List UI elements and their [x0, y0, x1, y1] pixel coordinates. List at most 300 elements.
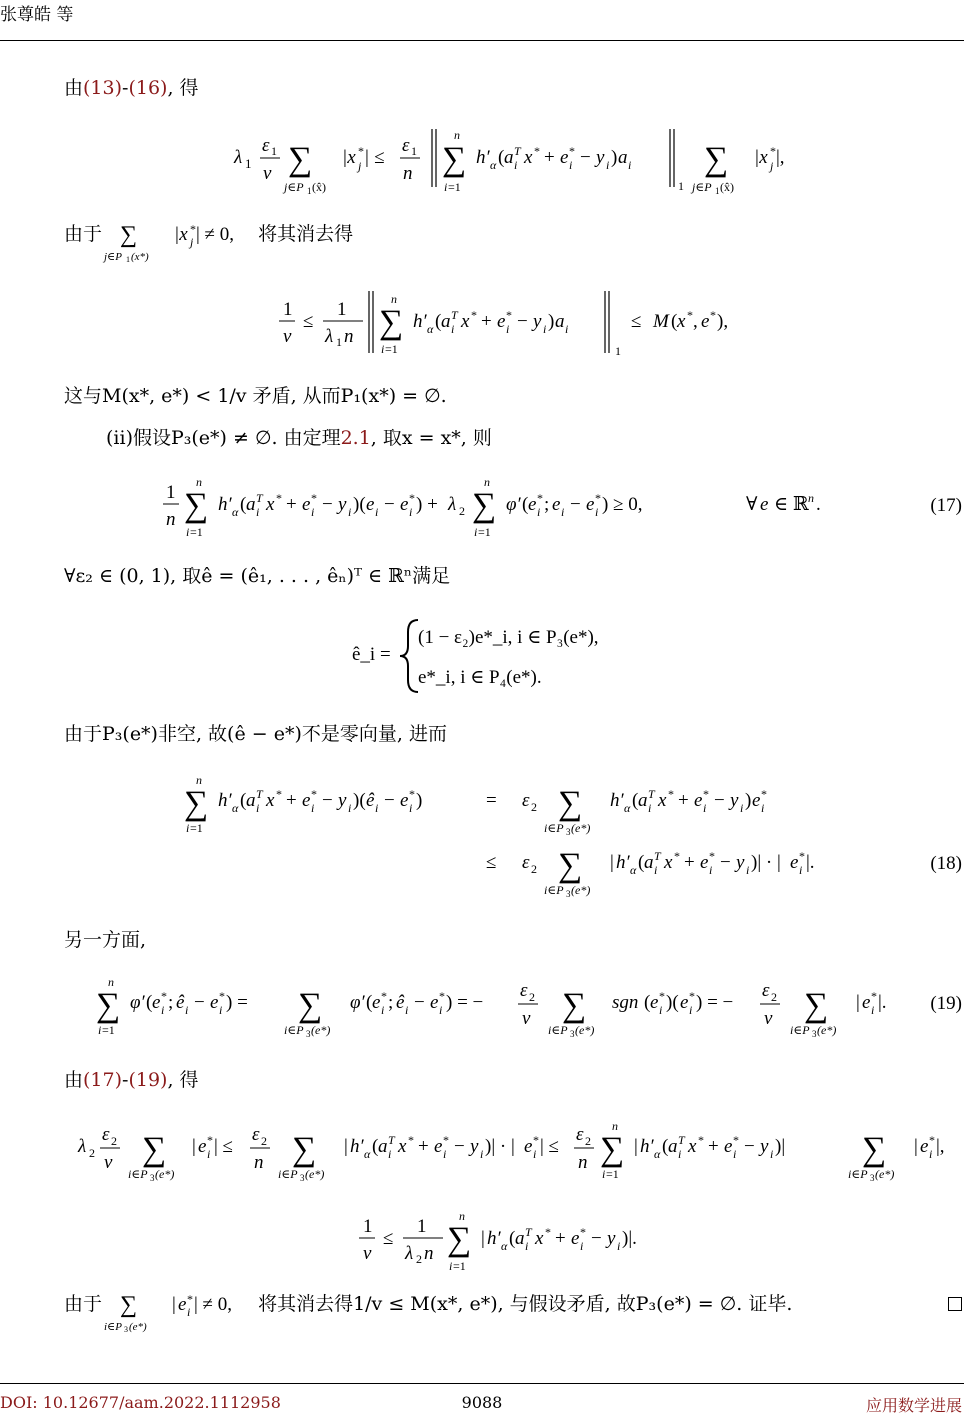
svg-text:∑: ∑: [442, 141, 467, 178]
svg-text:*: *: [698, 1133, 704, 1147]
svg-text:e: e: [571, 1228, 580, 1249]
svg-text:(e*): (e*): [129, 1321, 147, 1333]
svg-text:α: α: [364, 1147, 371, 1161]
svg-text:n: n: [403, 163, 413, 184]
svg-text:a: a: [504, 147, 514, 168]
svg-text:a: a: [378, 1136, 388, 1157]
equation-d: [74, 1116, 958, 1188]
svg-text:i: i: [207, 1147, 211, 1161]
svg-text:i∈P: i∈P: [284, 1023, 304, 1037]
svg-text:≤: ≤: [383, 1228, 394, 1249]
svg-text:*: *: [207, 1133, 213, 1147]
svg-text:e: e: [302, 790, 311, 811]
svg-text:j: j: [190, 235, 194, 249]
equation-ref-13[interactable]: (13): [83, 77, 123, 99]
svg-text:i∈P: i∈P: [544, 821, 564, 835]
svg-text:(e*): (e*): [305, 1167, 325, 1181]
svg-text:≤: ≤: [486, 852, 497, 873]
svg-text:2: 2: [531, 800, 537, 814]
svg-text:*: *: [799, 849, 805, 863]
svg-text:α: α: [501, 1239, 508, 1253]
svg-text:*: *: [276, 787, 282, 801]
svg-text:3: 3: [812, 1029, 817, 1039]
svg-text:a: a: [515, 1228, 525, 1249]
svg-text:i: i: [186, 525, 190, 539]
svg-text:α: α: [624, 801, 631, 815]
svg-text:(: (: [240, 494, 247, 515]
svg-text:i: i: [678, 1147, 682, 1161]
svg-text:*: *: [408, 1133, 414, 1147]
svg-text:T: T: [648, 787, 655, 801]
svg-text:e: e: [701, 311, 710, 332]
text-fragment: , 得: [167, 77, 199, 99]
svg-text:n: n: [459, 1209, 465, 1223]
svg-text:e: e: [552, 494, 561, 515]
svg-text:i: i: [709, 863, 713, 877]
svg-text:∑: ∑: [288, 141, 313, 178]
svg-text:h′: h′: [616, 852, 630, 873]
text-fragment: -: [122, 77, 129, 99]
svg-text:ε: ε: [402, 135, 410, 156]
svg-text:n: n: [196, 475, 202, 489]
svg-text:) ≥ 0,: ) ≥ 0,: [602, 494, 643, 515]
svg-text:(e*): (e*): [571, 883, 591, 897]
svg-text:i: i: [375, 505, 379, 519]
svg-text:1: 1: [307, 186, 312, 196]
svg-text:i: i: [409, 505, 413, 519]
svg-text:3: 3: [566, 827, 571, 837]
svg-text:*: *: [687, 308, 693, 322]
paragraph-line-8: [64, 1068, 199, 1092]
svg-text:1: 1: [166, 482, 176, 503]
svg-text:*: *: [580, 1225, 586, 1239]
svg-text:)(: )(: [666, 992, 679, 1013]
svg-text:(x*): (x*): [131, 251, 149, 263]
svg-text:3: 3: [306, 1029, 311, 1039]
svg-text:y: y: [760, 1136, 769, 1157]
svg-text:ε: ε: [520, 980, 528, 1001]
svg-text:y: y: [470, 1136, 479, 1157]
svg-text:;: ;: [388, 992, 394, 1013]
svg-text:i: i: [348, 505, 352, 519]
svg-text:i∈P: i∈P: [278, 1167, 298, 1181]
svg-text:i: i: [770, 1147, 774, 1161]
svg-text:v: v: [522, 1008, 531, 1029]
svg-text:*: *: [358, 144, 364, 158]
theorem-ref-2-1[interactable]: 2.1: [340, 427, 371, 449]
svg-text:φ′: φ′: [130, 992, 145, 1013]
paragraph-line-6: 由于P₃(e*)非空, 故(ê − e*)不是零向量, 进而: [64, 723, 447, 745]
svg-text:−: −: [570, 494, 581, 515]
svg-text:x: x: [524, 147, 533, 168]
cases-row-2: e*_i, i ∈ P₄(e*).: [418, 667, 542, 688]
svg-text:): ): [416, 790, 423, 811]
svg-text:*: *: [709, 849, 715, 863]
svg-text:i: i: [381, 1003, 385, 1017]
svg-text:(e*): (e*): [817, 1023, 837, 1037]
svg-text:a: a: [638, 790, 648, 811]
svg-text:T: T: [451, 308, 458, 322]
svg-text:e: e: [497, 311, 506, 332]
svg-text:*: *: [537, 491, 543, 505]
svg-text:*: *: [703, 787, 709, 801]
svg-text:*: *: [668, 787, 674, 801]
svg-text:*: *: [770, 144, 776, 158]
svg-text:3: 3: [150, 1173, 155, 1183]
svg-text:∑: ∑: [120, 1292, 138, 1318]
equation-number-19: (19): [930, 993, 962, 1014]
svg-text:n: n: [196, 773, 202, 787]
svg-text:−: −: [744, 1136, 755, 1157]
svg-text:i: i: [733, 1147, 737, 1161]
svg-text:*: *: [659, 989, 665, 1003]
equation-ref-19[interactable]: (19): [128, 1069, 168, 1091]
equation-ref-17[interactable]: (17): [83, 1069, 123, 1091]
inline-math-render-1: [100, 218, 260, 266]
svg-text:(: (: [366, 992, 373, 1013]
svg-text:ε: ε: [262, 135, 270, 156]
svg-text:i: i: [761, 801, 765, 815]
svg-text:e: e: [694, 790, 703, 811]
svg-text:φ′: φ′: [506, 494, 521, 515]
svg-text:i: i: [929, 1147, 933, 1161]
svg-text:−: −: [720, 852, 731, 873]
svg-text:i: i: [256, 505, 260, 519]
svg-text:ê: ê: [366, 790, 375, 811]
svg-text:h′: h′: [218, 494, 232, 515]
svg-text:i: i: [617, 1239, 621, 1253]
svg-text:∑: ∑: [558, 847, 583, 884]
svg-text:+: +: [286, 790, 297, 811]
svg-text:+: +: [708, 1136, 719, 1157]
svg-text:i: i: [381, 342, 385, 356]
svg-text:1: 1: [615, 344, 621, 358]
svg-text:α: α: [232, 801, 239, 815]
svg-text:=1: =1: [606, 1167, 619, 1181]
svg-text:−: −: [194, 992, 205, 1013]
svg-text:*: *: [219, 989, 225, 1003]
svg-text:e: e: [650, 992, 659, 1013]
svg-text:∑: ∑: [379, 304, 404, 341]
svg-text:i: i: [256, 801, 260, 815]
svg-text:∑: ∑: [120, 222, 138, 248]
svg-text:e: e: [586, 494, 595, 515]
svg-text:(e*): (e*): [155, 1167, 175, 1181]
svg-text:−: −: [454, 1136, 465, 1157]
svg-text:2: 2: [585, 1134, 591, 1148]
equation-ref-16[interactable]: (16): [128, 77, 168, 99]
svg-text:j: j: [770, 159, 774, 173]
svg-text:v: v: [764, 1008, 773, 1029]
svg-text:ê: ê: [176, 992, 185, 1013]
svg-text:(e*): (e*): [575, 1023, 595, 1037]
svg-text:2: 2: [529, 990, 535, 1004]
svg-text:−: −: [322, 790, 333, 811]
svg-text:a: a: [644, 852, 654, 873]
svg-text:α: α: [427, 322, 434, 336]
svg-text:): ): [745, 790, 752, 811]
svg-text:e: e: [920, 1136, 929, 1157]
svg-text:i: i: [219, 1003, 223, 1017]
svg-text:(: (: [632, 790, 639, 811]
svg-text:+: +: [481, 311, 492, 332]
svg-text:a: a: [668, 1136, 678, 1157]
svg-text:2: 2: [89, 1146, 95, 1160]
svg-text:e: e: [400, 494, 409, 515]
svg-text:+: +: [678, 790, 689, 811]
svg-text:a: a: [618, 147, 628, 168]
equation-e: [355, 1206, 685, 1278]
svg-text:i: i: [871, 1003, 875, 1017]
svg-text:i: i: [561, 505, 565, 519]
svg-text:j∈P: j∈P: [104, 251, 122, 263]
svg-text:i: i: [595, 505, 599, 519]
svg-text:i: i: [514, 158, 518, 172]
svg-text:−: −: [517, 311, 528, 332]
footer-page-number: 9088: [461, 1393, 503, 1412]
svg-text:(x̂): (x̂): [312, 180, 326, 194]
svg-text:|: |: [172, 1294, 176, 1315]
equation-17: [160, 472, 840, 544]
svg-text:i∈P: i∈P: [548, 1023, 568, 1037]
svg-text:n: n: [254, 1152, 264, 1173]
svg-text:2: 2: [261, 1134, 267, 1148]
running-header-author: 张尊皓 等: [0, 5, 74, 25]
svg-text:*: *: [569, 144, 575, 158]
text-fragment: 将其消去得: [258, 223, 354, 245]
svg-text:i: i: [533, 1147, 537, 1161]
svg-text:(: (: [509, 1228, 516, 1249]
svg-text:i∈P: i∈P: [848, 1167, 868, 1181]
svg-text:e: e: [524, 1136, 533, 1157]
svg-text:y: y: [338, 790, 347, 811]
svg-text:=1: =1: [453, 1259, 466, 1273]
svg-text:2: 2: [111, 1134, 117, 1148]
svg-text:i: i: [388, 1147, 392, 1161]
svg-text:=1: =1: [190, 525, 203, 539]
svg-text:h′: h′: [487, 1228, 501, 1249]
svg-text:i: i: [439, 1003, 443, 1017]
svg-text:ê: ê: [396, 992, 405, 1013]
svg-text:|: |: [192, 1136, 196, 1157]
svg-text:=1: =1: [448, 180, 461, 194]
svg-text:T: T: [654, 849, 661, 863]
svg-text:*: *: [187, 1292, 193, 1306]
svg-text:(: (: [671, 311, 678, 332]
svg-text:2: 2: [531, 862, 537, 876]
svg-text:,: ,: [693, 311, 698, 332]
svg-text:a: a: [441, 311, 451, 332]
svg-text:*: *: [595, 491, 601, 505]
footer-rule: [0, 1383, 964, 1384]
svg-text:h′: h′: [476, 147, 490, 168]
svg-text:T: T: [256, 787, 263, 801]
svg-text:−: −: [322, 494, 333, 515]
svg-text:e: e: [366, 494, 375, 515]
svg-text:*: *: [311, 491, 317, 505]
svg-text:i: i: [161, 1003, 165, 1017]
svg-text:sgn: sgn: [612, 992, 639, 1013]
svg-text:1: 1: [336, 335, 342, 349]
cases-lhs: ê_i =: [352, 644, 391, 665]
footer-journal-link[interactable]: 应用数学进展: [865, 1396, 962, 1415]
svg-text:1: 1: [271, 144, 277, 158]
svg-text:n: n: [484, 475, 490, 489]
svg-text:v: v: [363, 1243, 372, 1264]
svg-text:i: i: [606, 158, 610, 172]
svg-text:1: 1: [363, 1216, 373, 1237]
svg-text:e: e: [210, 992, 219, 1013]
svg-text:i: i: [659, 1003, 663, 1017]
svg-text:i: i: [449, 1259, 453, 1273]
svg-text:n: n: [578, 1152, 588, 1173]
svg-text:1: 1: [337, 299, 347, 320]
svg-text:i: i: [648, 801, 652, 815]
svg-text:i: i: [409, 801, 413, 815]
svg-text:y: y: [596, 147, 605, 168]
svg-text:1: 1: [715, 186, 720, 196]
equation-a: [230, 125, 810, 200]
svg-text:i: i: [628, 158, 632, 172]
svg-text:1: 1: [678, 179, 684, 193]
svg-text:|,: |,: [776, 147, 785, 168]
svg-text:λ: λ: [325, 326, 334, 347]
svg-text:j: j: [358, 159, 362, 173]
svg-text:∀: ∀: [746, 494, 758, 515]
svg-text:1: 1: [417, 1216, 427, 1237]
svg-text:ε: ε: [102, 1124, 110, 1145]
svg-text:|: |: [610, 852, 614, 873]
svg-text:i∈P: i∈P: [790, 1023, 810, 1037]
svg-text:) = −: ) = −: [696, 992, 734, 1013]
svg-text:v: v: [263, 163, 272, 184]
svg-text:∑: ∑: [600, 1131, 625, 1168]
svg-text:*: *: [276, 491, 282, 505]
paragraph-line-3: 这与M(x*, e*) < 1/v 矛盾, 从而P₁(x*) = ∅.: [64, 385, 447, 407]
svg-text:| ≠ 0,: | ≠ 0,: [194, 1294, 232, 1315]
text-fragment: 由于: [64, 223, 103, 245]
svg-text:x: x: [266, 494, 275, 515]
svg-text:): ): [548, 311, 555, 332]
svg-text:T: T: [514, 144, 521, 158]
svg-text:∑: ∑: [184, 785, 209, 822]
svg-text:| ≤: | ≤: [364, 147, 385, 168]
svg-text:e: e: [752, 790, 761, 811]
svg-text:x: x: [461, 311, 470, 332]
svg-text:λ: λ: [234, 147, 243, 168]
svg-text:≤: ≤: [303, 311, 314, 332]
svg-text:|,: |,: [936, 1136, 945, 1157]
svg-text:x: x: [535, 1228, 544, 1249]
svg-text:*: *: [409, 787, 415, 801]
svg-text:∑: ∑: [447, 1221, 472, 1258]
footer-doi-link[interactable]: DOI: 10.12677/aam.2022.1112958: [0, 1393, 281, 1412]
svg-text:λ: λ: [448, 494, 457, 515]
svg-text:n: n: [344, 326, 354, 347]
svg-text:α: α: [232, 505, 239, 519]
svg-text:∑: ∑: [704, 141, 729, 178]
svg-text:n: n: [424, 1243, 434, 1264]
svg-text:(e*): (e*): [311, 1023, 331, 1037]
svg-text:i: i: [565, 322, 569, 336]
svg-text:(: (: [662, 1136, 669, 1157]
svg-text:i∈P: i∈P: [104, 1321, 122, 1333]
svg-text:ε: ε: [576, 1124, 584, 1145]
svg-text:*: *: [506, 308, 512, 322]
svg-text:e: e: [560, 147, 569, 168]
svg-text:x: x: [658, 790, 667, 811]
svg-text:x: x: [398, 1136, 407, 1157]
qed-box: [948, 1297, 962, 1311]
svg-text:∑: ∑: [804, 987, 829, 1024]
svg-text:*: *: [439, 989, 445, 1003]
svg-text:=1: =1: [190, 821, 203, 835]
svg-text:1: 1: [283, 299, 293, 320]
svg-text:(: (: [644, 992, 651, 1013]
svg-text:n: n: [612, 1119, 618, 1133]
svg-text:)(: )(: [353, 790, 366, 811]
svg-text:T: T: [388, 1133, 395, 1147]
svg-text:*: *: [409, 491, 415, 505]
svg-text:i∈P: i∈P: [544, 883, 564, 897]
svg-text:*: *: [534, 144, 540, 158]
svg-text:i: i: [746, 863, 750, 877]
svg-text:y: y: [607, 1228, 616, 1249]
svg-text:2: 2: [459, 504, 465, 518]
svg-text:(e*): (e*): [875, 1167, 895, 1181]
svg-text:−: −: [384, 494, 395, 515]
svg-text:y: y: [730, 790, 739, 811]
equation-b: [275, 285, 765, 360]
inline-math-render-2: [100, 1288, 260, 1336]
svg-text:;: ;: [168, 992, 174, 1013]
svg-text:h′: h′: [413, 311, 427, 332]
svg-text:| ≤: | ≤: [214, 1136, 233, 1157]
svg-text:∑: ∑: [142, 1131, 167, 1168]
svg-text:i: i: [506, 322, 510, 336]
text-fragment: -: [122, 1069, 129, 1091]
svg-text:i: i: [543, 322, 547, 336]
svg-text:∑: ∑: [472, 487, 497, 524]
svg-text:(: (: [372, 1136, 379, 1157]
svg-text:) +: ) +: [416, 494, 438, 515]
svg-text:i: i: [480, 1147, 484, 1161]
svg-text:α: α: [630, 863, 637, 877]
svg-text:2: 2: [771, 990, 777, 1004]
svg-text:a: a: [555, 311, 565, 332]
paragraph-line-5: ∀ε₂ ∈ (0, 1), 取ê = (ê₁, . . . , êₙ)ᵀ ∈ ℝⁿ满足: [64, 565, 451, 587]
svg-text:i: i: [311, 801, 315, 815]
svg-text:x: x: [688, 1136, 697, 1157]
text-fragment: , 得: [167, 1069, 199, 1091]
svg-text:i: i: [443, 1147, 447, 1161]
svg-text:;: ;: [544, 494, 550, 515]
svg-text:)|.: )|.: [622, 1228, 637, 1249]
svg-text:|x: |x: [754, 147, 768, 168]
svg-text:*: *: [689, 989, 695, 1003]
svg-text:i: i: [311, 505, 315, 519]
svg-text:=: =: [486, 790, 497, 811]
svg-text:e: e: [700, 852, 709, 873]
svg-text:−: −: [384, 790, 395, 811]
equation-number-18: (18): [930, 853, 962, 874]
svg-text:i: i: [348, 801, 352, 815]
svg-text:*: *: [761, 787, 767, 801]
svg-text:i: i: [602, 1167, 606, 1181]
svg-text:∑: ∑: [298, 987, 323, 1024]
svg-text:y: y: [338, 494, 347, 515]
paragraph-line-4: [106, 426, 492, 450]
